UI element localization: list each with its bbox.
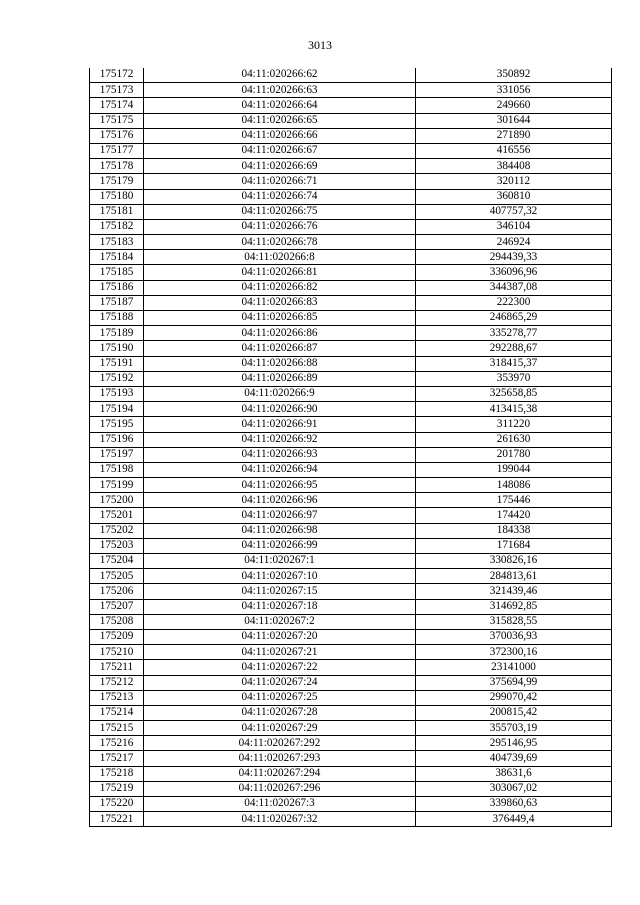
- cadastral-number-cell: 04:11:020266:81: [144, 265, 416, 280]
- cadastral-value-cell: 384408: [416, 159, 612, 174]
- cadastral-number-cell: 04:11:020267:10: [144, 569, 416, 584]
- cadastral-value-cell: 376449,4: [416, 812, 612, 827]
- cadastral-value-cell: 336096,96: [416, 265, 612, 280]
- table-row: [90, 113, 612, 128]
- cadastral-number-cell: 04:11:020266:83: [144, 295, 416, 310]
- row-number-cell: 175202: [90, 523, 144, 538]
- cadastral-number-cell: 04:11:020266:87: [144, 341, 416, 356]
- table-row: [90, 766, 612, 781]
- table-row: [90, 478, 612, 493]
- cadastral-value-cell: 271890: [416, 128, 612, 143]
- cadastral-value-cell: 330826,16: [416, 554, 612, 569]
- row-number-cell: 175213: [90, 690, 144, 705]
- cadastral-value-cell: 303067,02: [416, 781, 612, 796]
- cadastral-number-cell: 04:11:020266:63: [144, 83, 416, 98]
- cadastral-value-cell: 294439,33: [416, 250, 612, 265]
- table-row: [90, 402, 612, 417]
- table-row: [90, 189, 612, 204]
- row-number-cell: 175214: [90, 705, 144, 720]
- cadastral-number-cell: 04:11:020267:15: [144, 584, 416, 599]
- cadastral-number-cell: 04:11:020267:3: [144, 797, 416, 812]
- table-row: [90, 554, 612, 569]
- row-number-cell: 175190: [90, 341, 144, 356]
- cadastral-number-cell: 04:11:020267:28: [144, 705, 416, 720]
- cadastral-value-cell: 175446: [416, 493, 612, 508]
- table-row: [90, 797, 612, 812]
- table-row: [90, 629, 612, 644]
- cadastral-value-cell: 249660: [416, 98, 612, 113]
- cadastral-number-cell: 04:11:020266:85: [144, 311, 416, 326]
- cadastral-number-cell: 04:11:020267:18: [144, 599, 416, 614]
- table-row: [90, 721, 612, 736]
- row-number-cell: 175178: [90, 159, 144, 174]
- cadastral-number-cell: 04:11:020266:95: [144, 478, 416, 493]
- table-row: [90, 736, 612, 751]
- row-number-cell: 175211: [90, 660, 144, 675]
- row-number-cell: 175184: [90, 250, 144, 265]
- cadastral-number-cell: 04:11:020266:67: [144, 143, 416, 158]
- table-row: [90, 250, 612, 265]
- cadastral-number-cell: 04:11:020266:97: [144, 508, 416, 523]
- row-number-cell: 175176: [90, 128, 144, 143]
- table-row: [90, 569, 612, 584]
- row-number-cell: 175186: [90, 280, 144, 295]
- cadastral-value-cell: 292288,67: [416, 341, 612, 356]
- table-row: [90, 645, 612, 660]
- cadastral-number-cell: 04:11:020266:98: [144, 523, 416, 538]
- table-row: [90, 417, 612, 432]
- cadastral-value-cell: 416556: [416, 143, 612, 158]
- cadastral-value-cell: 200815,42: [416, 705, 612, 720]
- table-row: [90, 781, 612, 796]
- cadastral-number-cell: 04:11:020267:22: [144, 660, 416, 675]
- cadastral-number-cell: 04:11:020266:90: [144, 402, 416, 417]
- cadastral-value-cell: 311220: [416, 417, 612, 432]
- row-number-cell: 175185: [90, 265, 144, 280]
- table-row: [90, 143, 612, 158]
- cadastral-value-cell: 346104: [416, 219, 612, 234]
- cadastral-number-cell: 04:11:020267:21: [144, 645, 416, 660]
- cadastral-number-cell: 04:11:020267:293: [144, 751, 416, 766]
- table-row: [90, 523, 612, 538]
- table-row: [90, 356, 612, 371]
- table-row: [90, 128, 612, 143]
- row-number-cell: 175179: [90, 174, 144, 189]
- table-row: [90, 493, 612, 508]
- cadastral-value-cell: 372300,16: [416, 645, 612, 660]
- cadastral-value-cell: 355703,19: [416, 721, 612, 736]
- row-number-cell: 175210: [90, 645, 144, 660]
- cadastral-value-cell: 148086: [416, 478, 612, 493]
- table-row: [90, 68, 612, 83]
- cadastral-value-cell: 295146,95: [416, 736, 612, 751]
- cadastral-number-cell: 04:11:020266:82: [144, 280, 416, 295]
- cadastral-number-cell: 04:11:020267:25: [144, 690, 416, 705]
- table-row: [90, 584, 612, 599]
- table-row: [90, 98, 612, 113]
- table-row: [90, 386, 612, 401]
- cadastral-value-cell: 350892: [416, 68, 612, 83]
- cadastral-number-cell: 04:11:020266:64: [144, 98, 416, 113]
- row-number-cell: 175191: [90, 356, 144, 371]
- table-row: [90, 341, 612, 356]
- cadastral-value-cell: 261630: [416, 432, 612, 447]
- row-number-cell: 175209: [90, 629, 144, 644]
- cadastral-value-table: [89, 68, 612, 827]
- row-number-cell: 175199: [90, 478, 144, 493]
- row-number-cell: 175189: [90, 326, 144, 341]
- table-row: [90, 462, 612, 477]
- table-row: [90, 295, 612, 310]
- cadastral-value-cell: 315828,55: [416, 614, 612, 629]
- cadastral-number-cell: 04:11:020266:94: [144, 462, 416, 477]
- cadastral-value-cell: 360810: [416, 189, 612, 204]
- table-row: [90, 371, 612, 386]
- cadastral-number-cell: 04:11:020266:93: [144, 447, 416, 462]
- cadastral-value-cell: 404739,69: [416, 751, 612, 766]
- cadastral-number-cell: 04:11:020267:1: [144, 554, 416, 569]
- table-row: [90, 83, 612, 98]
- cadastral-value-cell: 246865,29: [416, 311, 612, 326]
- row-number-cell: 175193: [90, 386, 144, 401]
- cadastral-value-cell: 174420: [416, 508, 612, 523]
- cadastral-number-cell: 04:11:020267:32: [144, 812, 416, 827]
- cadastral-value-cell: 23141000: [416, 660, 612, 675]
- cadastral-number-cell: 04:11:020266:96: [144, 493, 416, 508]
- row-number-cell: 175207: [90, 599, 144, 614]
- cadastral-value-cell: 199044: [416, 462, 612, 477]
- cadastral-number-cell: 04:11:020266:74: [144, 189, 416, 204]
- cadastral-value-cell: 301644: [416, 113, 612, 128]
- row-number-cell: 175192: [90, 371, 144, 386]
- table-row: [90, 159, 612, 174]
- cadastral-value-cell: 413415,38: [416, 402, 612, 417]
- row-number-cell: 175217: [90, 751, 144, 766]
- cadastral-number-cell: 04:11:020267:29: [144, 721, 416, 736]
- row-number-cell: 175219: [90, 781, 144, 796]
- row-number-cell: 175175: [90, 113, 144, 128]
- cadastral-number-cell: 04:11:020267:24: [144, 675, 416, 690]
- cadastral-number-cell: 04:11:020266:65: [144, 113, 416, 128]
- row-number-cell: 175195: [90, 417, 144, 432]
- row-number-cell: 175174: [90, 98, 144, 113]
- cadastral-value-cell: 375694,99: [416, 675, 612, 690]
- cadastral-number-cell: 04:11:020266:78: [144, 235, 416, 250]
- cadastral-value-cell: 314692,85: [416, 599, 612, 614]
- cadastral-value-cell: 353970: [416, 371, 612, 386]
- page-number: 3013: [308, 38, 332, 52]
- table-row: [90, 812, 612, 827]
- cadastral-number-cell: 04:11:020266:8: [144, 250, 416, 265]
- row-number-cell: 175212: [90, 675, 144, 690]
- table-row: [90, 219, 612, 234]
- table-row: [90, 614, 612, 629]
- row-number-cell: 175220: [90, 797, 144, 812]
- row-number-cell: 175198: [90, 462, 144, 477]
- row-number-cell: 175181: [90, 204, 144, 219]
- row-number-cell: 175196: [90, 432, 144, 447]
- cadastral-value-cell: 370036,93: [416, 629, 612, 644]
- row-number-cell: 175187: [90, 295, 144, 310]
- cadastral-number-cell: 04:11:020266:69: [144, 159, 416, 174]
- table-row: [90, 508, 612, 523]
- cadastral-number-cell: 04:11:020266:92: [144, 432, 416, 447]
- row-number-cell: 175204: [90, 554, 144, 569]
- cadastral-number-cell: 04:11:020266:62: [144, 68, 416, 83]
- cadastral-number-cell: 04:11:020266:89: [144, 371, 416, 386]
- table-row: [90, 599, 612, 614]
- row-number-cell: 175215: [90, 721, 144, 736]
- row-number-cell: 175206: [90, 584, 144, 599]
- cadastral-number-cell: 04:11:020266:75: [144, 204, 416, 219]
- row-number-cell: 175216: [90, 736, 144, 751]
- table-row: [90, 538, 612, 553]
- cadastral-value-cell: 344387,08: [416, 280, 612, 295]
- cadastral-number-cell: 04:11:020266:91: [144, 417, 416, 432]
- row-number-cell: 175218: [90, 766, 144, 781]
- cadastral-number-cell: 04:11:020267:292: [144, 736, 416, 751]
- row-number-cell: 175203: [90, 538, 144, 553]
- table-row: [90, 660, 612, 675]
- row-number-cell: 175177: [90, 143, 144, 158]
- row-number-cell: 175205: [90, 569, 144, 584]
- table-row: [90, 280, 612, 295]
- cadastral-number-cell: 04:11:020267:294: [144, 766, 416, 781]
- table-row: [90, 751, 612, 766]
- cadastral-value-cell: 201780: [416, 447, 612, 462]
- row-number-cell: 175194: [90, 402, 144, 417]
- cadastral-number-cell: 04:11:020266:88: [144, 356, 416, 371]
- cadastral-number-cell: 04:11:020266:9: [144, 386, 416, 401]
- cadastral-value-cell: 318415,37: [416, 356, 612, 371]
- row-number-cell: 175182: [90, 219, 144, 234]
- row-number-cell: 175180: [90, 189, 144, 204]
- cadastral-value-cell: 331056: [416, 83, 612, 98]
- table-row: [90, 265, 612, 280]
- cadastral-value-cell: 299070,42: [416, 690, 612, 705]
- table-row: [90, 705, 612, 720]
- cadastral-value-cell: 335278,77: [416, 326, 612, 341]
- row-number-cell: 175188: [90, 311, 144, 326]
- cadastral-number-cell: 04:11:020266:76: [144, 219, 416, 234]
- row-number-cell: 175201: [90, 508, 144, 523]
- table-body: [90, 68, 612, 827]
- cadastral-value-cell: 321439,46: [416, 584, 612, 599]
- cadastral-value-cell: 339860,63: [416, 797, 612, 812]
- table-row: [90, 432, 612, 447]
- cadastral-value-cell: 184338: [416, 523, 612, 538]
- table-row: [90, 174, 612, 189]
- cadastral-number-cell: 04:11:020266:66: [144, 128, 416, 143]
- cadastral-number-cell: 04:11:020267:20: [144, 629, 416, 644]
- table-row: [90, 675, 612, 690]
- row-number-cell: 175197: [90, 447, 144, 462]
- cadastral-value-cell: 222300: [416, 295, 612, 310]
- row-number-cell: 175208: [90, 614, 144, 629]
- cadastral-value-cell: 407757,32: [416, 204, 612, 219]
- table-row: [90, 326, 612, 341]
- table-row: [90, 235, 612, 250]
- cadastral-value-cell: 284813,61: [416, 569, 612, 584]
- cadastral-number-cell: 04:11:020266:86: [144, 326, 416, 341]
- cadastral-value-cell: 246924: [416, 235, 612, 250]
- cadastral-value-cell: 171684: [416, 538, 612, 553]
- cadastral-number-cell: 04:11:020266:99: [144, 538, 416, 553]
- cadastral-number-cell: 04:11:020267:296: [144, 781, 416, 796]
- cadastral-value-cell: 38631,6: [416, 766, 612, 781]
- cadastral-value-cell: 320112: [416, 174, 612, 189]
- row-number-cell: 175172: [90, 68, 144, 83]
- cadastral-number-cell: 04:11:020266:71: [144, 174, 416, 189]
- row-number-cell: 175221: [90, 812, 144, 827]
- table-row: [90, 311, 612, 326]
- row-number-cell: 175173: [90, 83, 144, 98]
- row-number-cell: 175183: [90, 235, 144, 250]
- table-row: [90, 447, 612, 462]
- cadastral-value-cell: 325658,85: [416, 386, 612, 401]
- cadastral-number-cell: 04:11:020267:2: [144, 614, 416, 629]
- table-row: [90, 690, 612, 705]
- table-row: [90, 204, 612, 219]
- row-number-cell: 175200: [90, 493, 144, 508]
